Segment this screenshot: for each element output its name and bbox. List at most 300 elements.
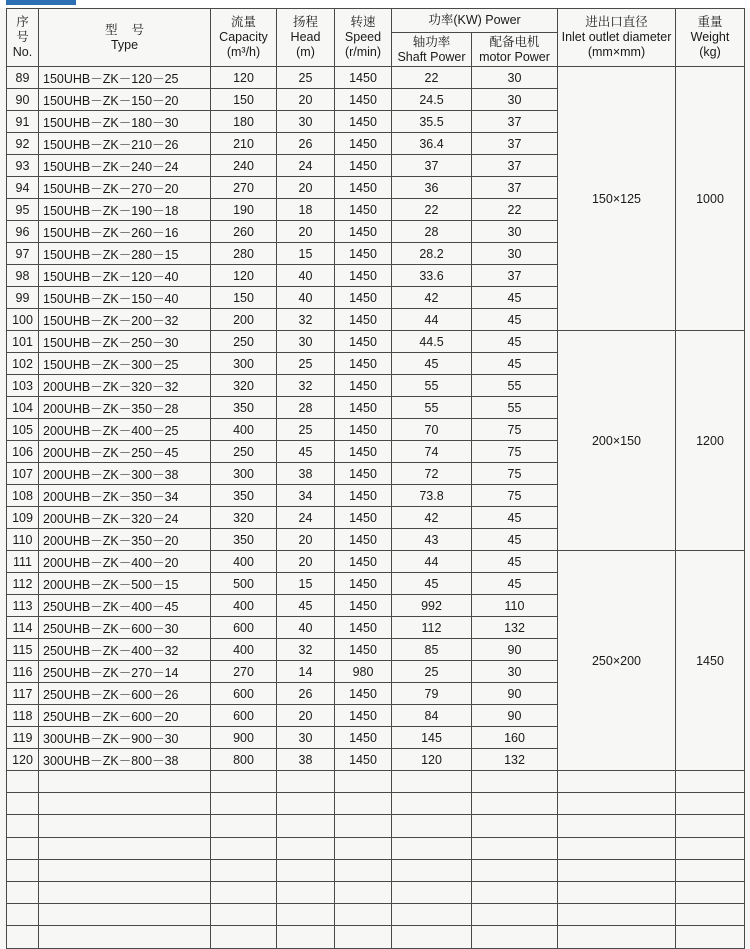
cell-shaft: 44.5 [392,331,472,353]
blank-cell [676,771,745,793]
cell-motor: 30 [472,221,558,243]
blank-cell [335,859,392,881]
blank-row [7,771,745,793]
cell-motor: 45 [472,551,558,573]
cell-speed: 1450 [335,397,392,419]
cell-no: 117 [7,683,39,705]
cell-motor: 30 [472,661,558,683]
blank-cell [39,837,211,859]
cell-shaft: 84 [392,705,472,727]
cell-motor: 45 [472,309,558,331]
cell-head: 40 [277,265,335,287]
cell-speed: 1450 [335,89,392,111]
cell-speed: 1450 [335,309,392,331]
cell-no: 111 [7,551,39,573]
cell-no: 100 [7,309,39,331]
blank-cell [676,815,745,837]
cell-speed: 1450 [335,177,392,199]
cell-no: 90 [7,89,39,111]
cell-no: 106 [7,441,39,463]
col-diameter-en: Inlet outlet diameter [561,30,672,44]
cell-no: 114 [7,617,39,639]
cell-motor: 55 [472,397,558,419]
cell-type: 150UHB－ZK－270－20 [39,177,211,199]
blank-cell [335,904,392,926]
blank-cell [335,793,392,815]
cell-shaft: 992 [392,595,472,617]
cell-motor: 90 [472,683,558,705]
blank-cell [676,881,745,903]
cell-no: 93 [7,155,39,177]
cell-group-diameter: 200×150 [558,331,676,551]
cell-motor: 30 [472,243,558,265]
blank-row [7,793,745,815]
cell-speed: 1450 [335,573,392,595]
cell-shaft: 79 [392,683,472,705]
table-body [7,67,745,949]
cell-motor: 90 [472,705,558,727]
col-diameter-unit: (mm×mm) [587,45,646,59]
col-speed-en: Speed [344,30,382,44]
blank-cell [277,771,335,793]
pump-spec-table [6,8,745,949]
cell-type: 200UHB－ZK－400－25 [39,419,211,441]
blank-cell [392,926,472,948]
cell-speed: 1450 [335,353,392,375]
cell-motor: 37 [472,111,558,133]
cell-shaft: 37 [392,155,472,177]
cell-capacity: 260 [211,221,277,243]
cell-capacity: 120 [211,265,277,287]
cell-shaft: 36 [392,177,472,199]
cell-shaft: 42 [392,287,472,309]
cell-type: 150UHB－ZK－120－25 [39,67,211,89]
cell-head: 45 [277,595,335,617]
cell-head: 25 [277,419,335,441]
cell-speed: 1450 [335,199,392,221]
cell-motor: 45 [472,287,558,309]
col-capacity-unit: (m³/h) [226,45,261,59]
cell-speed: 1450 [335,221,392,243]
cell-capacity: 320 [211,375,277,397]
cell-motor: 132 [472,749,558,771]
col-head-en: Head [290,30,321,44]
cell-group-weight: 1000 [676,67,745,331]
blank-cell [676,904,745,926]
cell-shaft: 120 [392,749,472,771]
cell-no: 94 [7,177,39,199]
blank-cell [277,859,335,881]
blank-cell [392,793,472,815]
cell-speed: 1450 [335,485,392,507]
cell-type: 200UHB－ZK－500－15 [39,573,211,595]
cell-no: 101 [7,331,39,353]
cell-head: 30 [277,727,335,749]
table-row [7,67,745,89]
blank-cell [211,904,277,926]
cell-speed: 1450 [335,155,392,177]
cell-no: 97 [7,243,39,265]
cell-type: 150UHB－ZK－210－26 [39,133,211,155]
cell-motor: 37 [472,265,558,287]
cell-motor: 75 [472,441,558,463]
cell-shaft: 45 [392,573,472,595]
cell-type: 250UHB－ZK－600－26 [39,683,211,705]
table-row [7,331,745,353]
cell-head: 30 [277,331,335,353]
blank-cell [7,771,39,793]
blank-cell [472,904,558,926]
blank-cell [335,926,392,948]
cell-capacity: 600 [211,617,277,639]
cell-motor: 55 [472,375,558,397]
col-head-unit: (m) [296,45,315,59]
blank-cell [392,837,472,859]
cell-capacity: 300 [211,353,277,375]
blank-cell [392,815,472,837]
cell-head: 32 [277,309,335,331]
cell-shaft: 24.5 [392,89,472,111]
cell-shaft: 73.8 [392,485,472,507]
cell-capacity: 400 [211,419,277,441]
cell-capacity: 270 [211,661,277,683]
cell-speed: 1450 [335,287,392,309]
cell-shaft: 44 [392,309,472,331]
col-weight-unit: (kg) [699,45,721,59]
cell-type: 250UHB－ZK－400－32 [39,639,211,661]
cell-capacity: 350 [211,529,277,551]
blank-cell [558,904,676,926]
blank-cell [211,881,277,903]
col-header-weight [676,9,745,67]
cell-speed: 1450 [335,419,392,441]
blank-cell [39,881,211,903]
cell-speed: 1450 [335,111,392,133]
cell-shaft: 44 [392,551,472,573]
top-accent-bar [6,0,76,5]
cell-speed: 980 [335,661,392,683]
blank-cell [392,904,472,926]
cell-shaft: 28 [392,221,472,243]
cell-head: 20 [277,221,335,243]
cell-head: 28 [277,397,335,419]
blank-cell [558,881,676,903]
cell-capacity: 350 [211,485,277,507]
cell-type: 300UHB－ZK－900－30 [39,727,211,749]
cell-type: 150UHB－ZK－190－18 [39,199,211,221]
cell-head: 20 [277,705,335,727]
blank-cell [277,837,335,859]
blank-cell [7,881,39,903]
blank-cell [335,837,392,859]
blank-cell [676,793,745,815]
cell-speed: 1450 [335,441,392,463]
blank-cell [211,837,277,859]
blank-cell [39,859,211,881]
cell-no: 105 [7,419,39,441]
cell-type: 200UHB－ZK－350－28 [39,397,211,419]
cell-head: 15 [277,243,335,265]
cell-capacity: 500 [211,573,277,595]
cell-head: 25 [277,67,335,89]
blank-cell [392,771,472,793]
cell-motor: 90 [472,639,558,661]
blank-row [7,881,745,903]
cell-shaft: 74 [392,441,472,463]
cell-capacity: 250 [211,441,277,463]
blank-cell [472,837,558,859]
cell-no: 109 [7,507,39,529]
cell-type: 200UHB－ZK－320－24 [39,507,211,529]
blank-cell [39,793,211,815]
cell-speed: 1450 [335,265,392,287]
blank-cell [335,881,392,903]
cell-type: 150UHB－ZK－240－24 [39,155,211,177]
cell-type: 150UHB－ZK－150－40 [39,287,211,309]
blank-cell [472,771,558,793]
cell-type: 250UHB－ZK－600－30 [39,617,211,639]
blank-cell [676,859,745,881]
cell-capacity: 400 [211,551,277,573]
col-no-cn-2: 号 [16,30,29,44]
cell-capacity: 900 [211,727,277,749]
cell-type: 150UHB－ZK－180－30 [39,111,211,133]
cell-type: 250UHB－ZK－400－45 [39,595,211,617]
cell-type: 150UHB－ZK－250－30 [39,331,211,353]
cell-shaft: 22 [392,199,472,221]
cell-head: 38 [277,463,335,485]
cell-head: 32 [277,375,335,397]
cell-no: 98 [7,265,39,287]
cell-capacity: 200 [211,309,277,331]
col-speed-unit: (r/min) [344,45,382,59]
col-header-diameter [558,9,676,67]
blank-cell [472,881,558,903]
blank-row [7,859,745,881]
blank-cell [211,793,277,815]
blank-cell [277,881,335,903]
cell-head: 40 [277,617,335,639]
blank-cell [211,771,277,793]
cell-capacity: 300 [211,463,277,485]
cell-type: 150UHB－ZK－300－25 [39,353,211,375]
blank-cell [472,926,558,948]
cell-motor: 45 [472,507,558,529]
col-shaft-cn: 轴功率 [412,34,451,49]
cell-head: 32 [277,639,335,661]
col-header-no [7,9,39,67]
cell-shaft: 25 [392,661,472,683]
blank-cell [558,771,676,793]
cell-capacity: 600 [211,683,277,705]
blank-cell [7,815,39,837]
col-header-power-group: 功率(KW) Power [392,9,558,33]
cell-motor: 110 [472,595,558,617]
blank-cell [39,771,211,793]
blank-row [7,837,745,859]
cell-no: 113 [7,595,39,617]
cell-head: 14 [277,661,335,683]
cell-motor: 30 [472,67,558,89]
cell-no: 103 [7,375,39,397]
cell-shaft: 85 [392,639,472,661]
cell-head: 20 [277,89,335,111]
cell-shaft: 36.4 [392,133,472,155]
cell-capacity: 270 [211,177,277,199]
cell-capacity: 240 [211,155,277,177]
cell-head: 40 [277,287,335,309]
cell-head: 38 [277,749,335,771]
cell-capacity: 210 [211,133,277,155]
cell-shaft: 28.2 [392,243,472,265]
cell-no: 108 [7,485,39,507]
col-shaft-en: Shaft Power [397,49,466,64]
cell-speed: 1450 [335,243,392,265]
blank-row [7,926,745,948]
cell-capacity: 320 [211,507,277,529]
col-type-cn: 型 号 [105,22,144,37]
cell-capacity: 190 [211,199,277,221]
cell-type: 200UHB－ZK－250－45 [39,441,211,463]
cell-capacity: 400 [211,639,277,661]
cell-no: 104 [7,397,39,419]
col-no-en: No. [12,45,33,59]
cell-type: 200UHB－ZK－300－38 [39,463,211,485]
blank-cell [39,904,211,926]
cell-head: 26 [277,683,335,705]
blank-cell [277,904,335,926]
col-motor-cn: 配备电机 [489,34,540,49]
cell-speed: 1450 [335,683,392,705]
cell-no: 120 [7,749,39,771]
blank-cell [676,926,745,948]
cell-speed: 1450 [335,67,392,89]
cell-no: 96 [7,221,39,243]
cell-shaft: 33.6 [392,265,472,287]
cell-speed: 1450 [335,507,392,529]
cell-shaft: 42 [392,507,472,529]
cell-motor: 75 [472,419,558,441]
cell-motor: 37 [472,155,558,177]
blank-cell [335,815,392,837]
cell-speed: 1450 [335,617,392,639]
cell-no: 110 [7,529,39,551]
blank-cell [39,815,211,837]
cell-group-weight: 1200 [676,331,745,551]
cell-head: 30 [277,111,335,133]
cell-motor: 22 [472,199,558,221]
cell-no: 115 [7,639,39,661]
cell-type: 300UHB－ZK－800－38 [39,749,211,771]
blank-row [7,904,745,926]
blank-cell [7,904,39,926]
cell-no: 92 [7,133,39,155]
cell-type: 150UHB－ZK－150－20 [39,89,211,111]
cell-motor: 45 [472,331,558,353]
cell-head: 18 [277,199,335,221]
cell-head: 15 [277,573,335,595]
cell-shaft: 55 [392,375,472,397]
cell-head: 24 [277,155,335,177]
blank-cell [472,815,558,837]
blank-cell [558,815,676,837]
cell-shaft: 22 [392,67,472,89]
blank-cell [39,926,211,948]
blank-cell [211,926,277,948]
cell-type: 250UHB－ZK－600－20 [39,705,211,727]
cell-type: 200UHB－ZK－350－20 [39,529,211,551]
col-weight-en: Weight [690,30,730,44]
cell-motor: 37 [472,133,558,155]
blank-cell [335,771,392,793]
blank-cell [211,859,277,881]
cell-no: 112 [7,573,39,595]
col-capacity-en: Capacity [219,30,268,44]
cell-type: 150UHB－ZK－120－40 [39,265,211,287]
blank-cell [7,859,39,881]
cell-group-weight: 1450 [676,551,745,771]
col-motor-en: motor Power [479,49,550,64]
cell-capacity: 180 [211,111,277,133]
blank-cell [472,793,558,815]
cell-motor: 75 [472,463,558,485]
cell-shaft: 70 [392,419,472,441]
blank-cell [558,837,676,859]
col-type-en: Type [110,37,139,52]
cell-capacity: 350 [211,397,277,419]
cell-motor: 160 [472,727,558,749]
cell-no: 99 [7,287,39,309]
cell-speed: 1450 [335,133,392,155]
cell-motor: 45 [472,529,558,551]
cell-speed: 1450 [335,375,392,397]
cell-capacity: 120 [211,67,277,89]
cell-type: 150UHB－ZK－260－16 [39,221,211,243]
col-header-capacity [211,9,277,67]
cell-type: 200UHB－ZK－320－32 [39,375,211,397]
cell-shaft: 145 [392,727,472,749]
cell-no: 107 [7,463,39,485]
cell-speed: 1450 [335,705,392,727]
table-row [7,551,745,573]
blank-cell [7,926,39,948]
col-header-motor-power [472,33,558,67]
blank-cell [392,859,472,881]
col-weight-cn: 重量 [697,15,723,29]
cell-no: 119 [7,727,39,749]
cell-motor: 132 [472,617,558,639]
cell-speed: 1450 [335,551,392,573]
cell-no: 91 [7,111,39,133]
cell-no: 118 [7,705,39,727]
cell-shaft: 35.5 [392,111,472,133]
cell-type: 150UHB－ZK－280－15 [39,243,211,265]
cell-capacity: 400 [211,595,277,617]
cell-no: 95 [7,199,39,221]
cell-type: 200UHB－ZK－400－20 [39,551,211,573]
cell-shaft: 72 [392,463,472,485]
blank-cell [7,837,39,859]
cell-speed: 1450 [335,463,392,485]
col-header-shaft-power [392,33,472,67]
cell-group-diameter: 250×200 [558,551,676,771]
cell-head: 20 [277,551,335,573]
cell-no: 102 [7,353,39,375]
col-header-head [277,9,335,67]
cell-speed: 1450 [335,749,392,771]
cell-motor: 45 [472,573,558,595]
cell-shaft: 43 [392,529,472,551]
